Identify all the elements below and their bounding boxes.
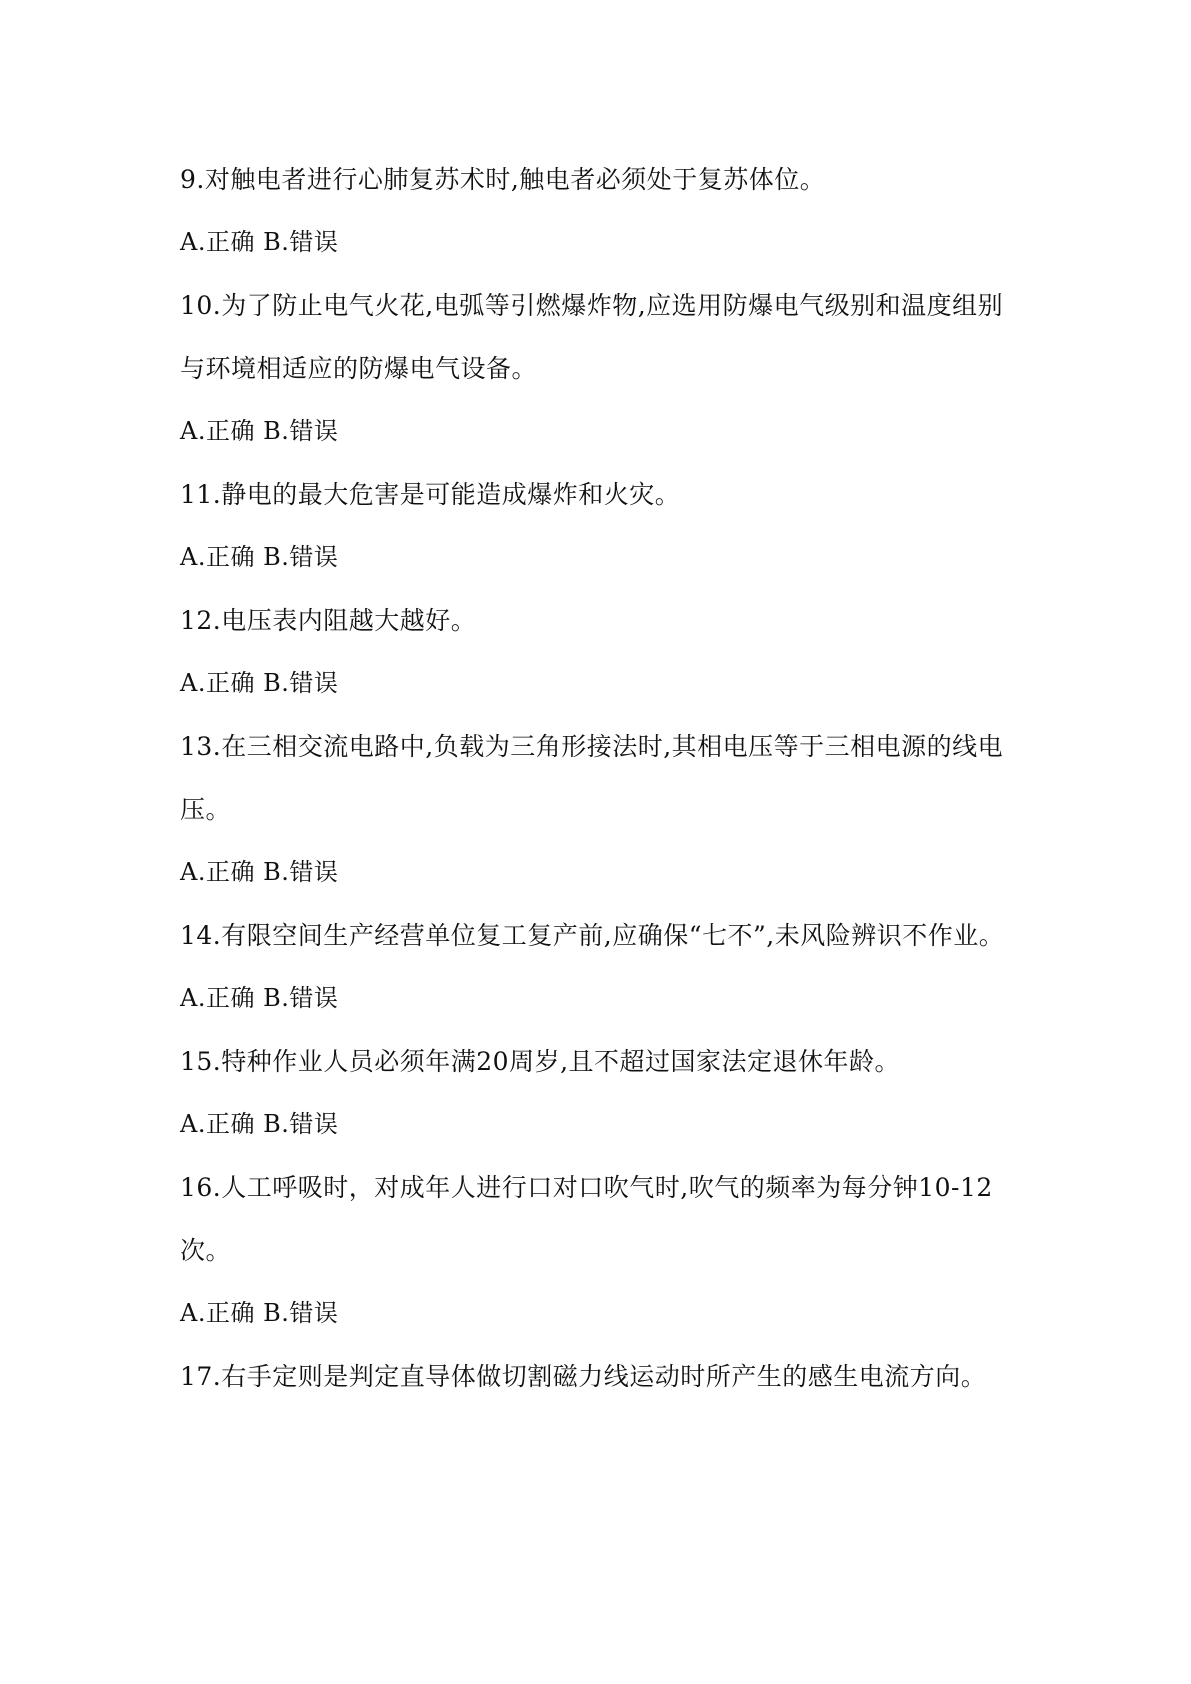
question-16-text: 16.人工呼吸时，对成年人进行口对口吹气时,吹气的频率为每分钟10-12次。 xyxy=(180,1173,993,1265)
question-9-options: A.正确 B.错误 xyxy=(180,228,339,256)
question-list xyxy=(180,148,1020,1408)
question-12-text: 12.电压表内阻越大越好。 xyxy=(180,606,477,635)
question-15-text: 15.特种作业人员必须年满20周岁,且不超过国家法定退休年龄。 xyxy=(180,1047,901,1076)
question-14-text: 14.有限空间生产经营单位复工复产前,应确保“七不”,未风险辨识不作业。 xyxy=(180,921,1005,950)
question-10-options: A.正确 B.错误 xyxy=(180,417,339,445)
question-14-options: A.正确 B.错误 xyxy=(180,984,339,1012)
question-15-options: A.正确 B.错误 xyxy=(180,1110,339,1138)
question-9-text: 9.对触电者进行心肺复苏术时,触电者必须处于复苏体位。 xyxy=(180,165,826,194)
question-16-options: A.正确 B.错误 xyxy=(180,1299,339,1327)
question-11-text: 11.静电的最大危害是可能造成爆炸和火灾。 xyxy=(180,480,681,509)
question-11-options: A.正确 B.错误 xyxy=(180,543,339,571)
question-12-options: A.正确 B.错误 xyxy=(180,669,339,697)
question-10-text: 10.为了防止电气火花,电弧等引燃爆炸物,应选用防爆电气级别和温度组别与环境相适应的防爆电气设备。 xyxy=(180,291,1004,383)
question-13-text: 13.在三相交流电路中,负载为三角形接法时,其相电压等于三相电源的线电压。 xyxy=(180,732,1004,824)
question-13-options: A.正确 B.错误 xyxy=(180,858,339,886)
question-17-text: 17.右手定则是判定直导体做切割磁力线运动时所产生的感生电流方向。 xyxy=(180,1362,987,1391)
